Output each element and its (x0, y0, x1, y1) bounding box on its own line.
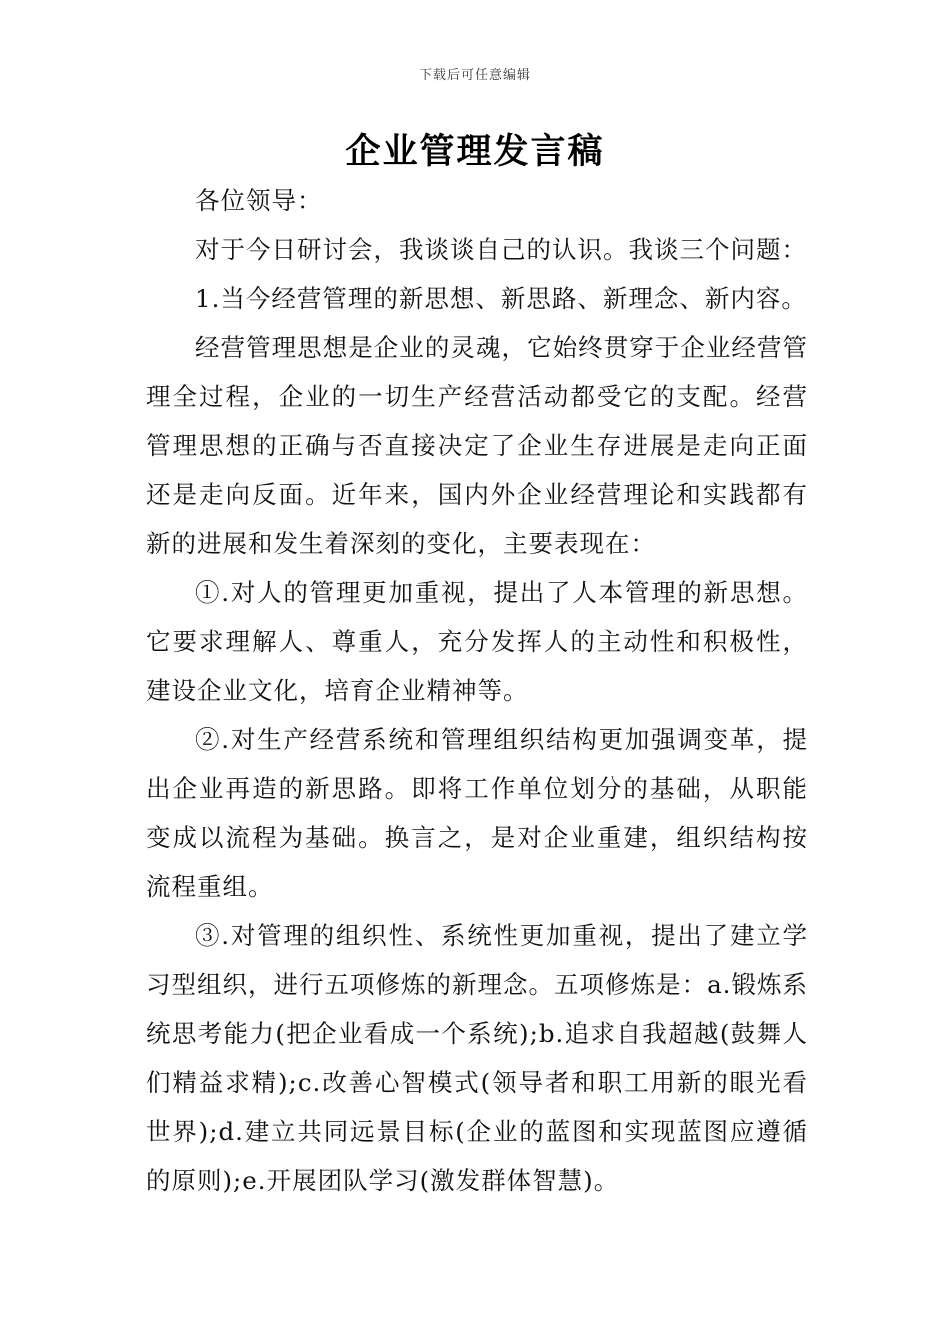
paragraph-salutation: 各位领导： (195, 186, 323, 215)
paragraph-point-2: ②.对生产经营系统和管理组织结构更加强调变革，提出企业再造的新思路。即将工作单位划分的基础，从职能变成以流程为基础。换言之，是对企业重建，组织结构按流程重组。 (146, 725, 808, 901)
paragraph-heading-1: 1.当今经营管理的新思想、新思路、新理念、新内容。 (195, 284, 807, 313)
paragraph-point-3: ③.对管理的组织性、系统性更加重视，提出了建立学习型组织，进行五项修炼的新理念。五项修炼是：a.锻炼系统思考能力(把企业看成一个系统);b.追求自我超越(鼓舞人们精益求精);c.改善心智模式(领导者和职工用新的眼光看世界);d.建立共同远景目标(企业的蓝图和实现蓝图应遵循的原则);e.开展团队学习(激发群体智慧)。 (146, 921, 808, 1195)
paragraph-intro: 对于今日研讨会，我谈谈自己的认识。我谈三个问题： (195, 235, 807, 264)
header-note: 下载后可任意编辑 (418, 68, 531, 83)
paragraph-body: 经营管理思想是企业的灵魂，它始终贯穿于企业经营管理全过程，企业的一切生产经营活动都受它的支配。经营管理思想的正确与否直接决定了企业生存进展是走向正面还是走向反面。近年来，国内外企业经营理论和实践都有新的进展和发生着深刻的变化，主要表现在： (146, 333, 808, 558)
paragraph-point-1: ①.对人的管理更加重视，提出了人本管理的新思想。它要求理解人、尊重人，充分发挥人的主动性和积极性，建设企业文化，培育企业精神等。 (146, 578, 808, 705)
document-title: 企业管理发言稿 (345, 132, 605, 172)
document-body (146, 176, 808, 1205)
